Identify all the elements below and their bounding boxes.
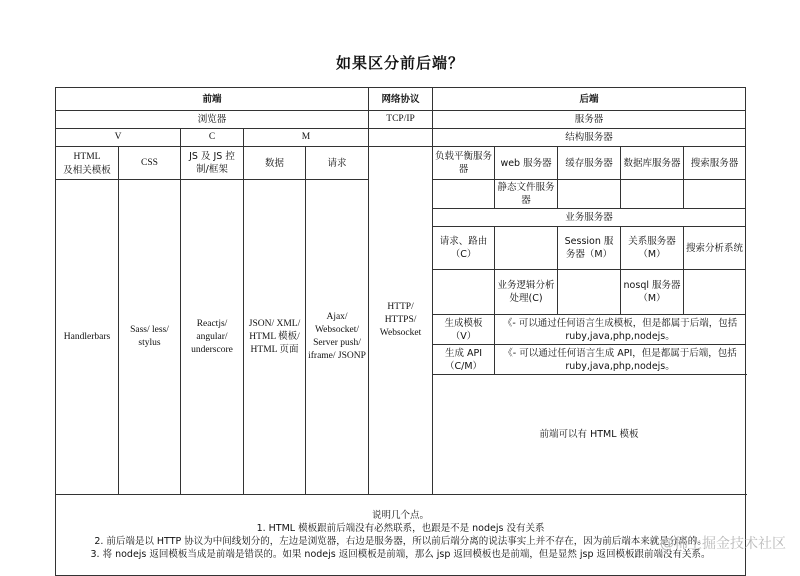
biz-nosql-server: nosql 服务器（M） [621, 270, 684, 315]
server-search: 搜索服务器 [684, 147, 746, 180]
struct-empty-1 [433, 180, 495, 209]
col-html-line1: HTML [73, 151, 101, 162]
header-backend: 后端 [433, 88, 746, 111]
note-item-2: 2. 前后端是以 HTTP 协议为中间线划分的，左边是浏览器，右边是服务器，所以前后端分离的说法事实上并不存在，因为前后端本来就是分离的。 [94, 536, 707, 547]
col-html-line2: 及相关模板 [63, 164, 111, 176]
note-item-1: 1. HTML 模板跟前后端没有必然联系，也跟是不是 nodejs 没有关系 [256, 523, 545, 534]
value-request: Ajax/ Websocket/ Server push/ iframe/ JSONP [306, 180, 369, 495]
col-request: 请求 [306, 147, 369, 180]
page-title: 如果区分前后端？ [335, 54, 464, 72]
generate-api-desc: 《- 可以通过任何语言生成 API，但是都属于后端，包括 ruby,java,php,nodejs。 [495, 345, 746, 375]
biz-logic-processing: 业务逻辑分析处理(C) [495, 270, 558, 315]
generate-api-label: 生成 API（C/M） [433, 345, 495, 375]
biz-empty-4 [684, 270, 746, 315]
value-data: JSON/ XML/ HTML 模板/ HTML 页面 [244, 180, 306, 495]
biz-empty-3 [558, 270, 621, 315]
footer-front: 前端可以有 HTML 模板 [433, 375, 746, 495]
tcpip-cell: TCP/IP [369, 111, 433, 129]
generate-template-label: 生成模板（V） [433, 315, 495, 345]
notes-block [56, 495, 746, 576]
biz-server-label: 业务服务器 [433, 209, 746, 227]
server-web: web 服务器 [495, 147, 558, 180]
network-empty [369, 129, 433, 147]
watermark: @稀土掘金技术社区 [660, 536, 786, 552]
col-js: JS 及 JS 控制/框架 [181, 147, 244, 180]
mvc-m: M [244, 129, 369, 147]
biz-request-routing: 请求、路由（C） [433, 227, 495, 270]
network-value: HTTP/ HTTPS/ Websocket [369, 147, 433, 495]
server-static-file: 静态文件服务器 [495, 180, 558, 209]
struct-empty-5 [684, 180, 746, 209]
notes-intro: 说明几个点。 [372, 510, 430, 521]
note-item-3: 3. 将 nodejs 返回模板当成是前端是错误的。如果 nodejs 返回模板是前端，那么 jsp 返回模板也是前端，但是显然 jsp 返回模板跟前端没有关系。 [90, 549, 711, 560]
mvc-v: V [56, 129, 181, 147]
mvc-c: C [181, 129, 244, 147]
value-html: Handlerbars [56, 180, 119, 495]
struct-server-label: 结构服务器 [433, 129, 746, 147]
header-frontend: 前端 [56, 88, 369, 111]
browser-cell: 浏览器 [56, 111, 369, 129]
col-html [56, 147, 119, 180]
biz-session-server: Session 服务器（M） [558, 227, 621, 270]
col-data: 数据 [244, 147, 306, 180]
biz-empty-1 [495, 227, 558, 270]
server-load-balancer: 负载平衡服务器 [433, 147, 495, 180]
value-css: Sass/ less/ stylus [119, 180, 181, 495]
struct-empty-4 [621, 180, 684, 209]
frontend-backend-table [55, 87, 746, 576]
biz-relation-server: 关系服务器（M） [621, 227, 684, 270]
value-js: Reactjs/ angular/ underscore [181, 180, 244, 495]
struct-empty-3 [558, 180, 621, 209]
biz-empty-2 [433, 270, 495, 315]
server-database: 数据库服务器 [621, 147, 684, 180]
server-cache: 缓存服务器 [558, 147, 621, 180]
server-cell: 服务器 [433, 111, 746, 129]
generate-template-desc: 《- 可以通过任何语言生成模板，但是都属于后端，包括 ruby,java,php,nodejs。 [495, 315, 746, 345]
header-network: 网络协议 [369, 88, 433, 111]
biz-search-analysis: 搜索分析系统 [684, 227, 746, 270]
col-css: CSS [119, 147, 181, 180]
